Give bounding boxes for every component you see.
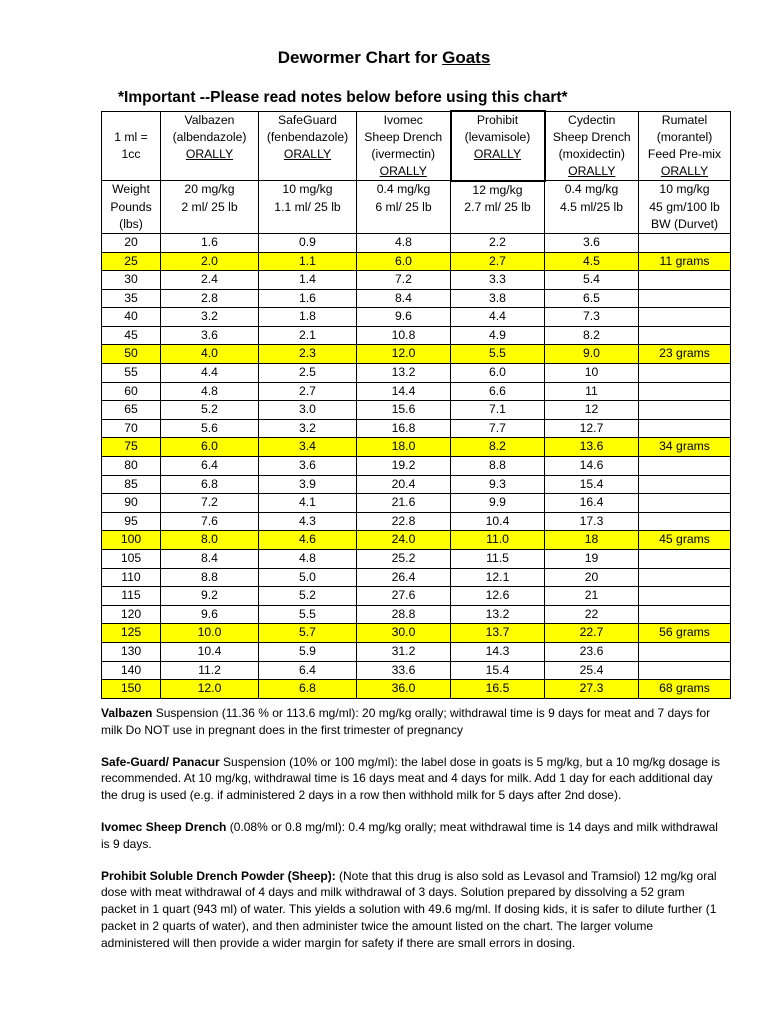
safeguard-cell: 2.3 [259,345,357,364]
cydectin-cell: 21 [545,587,639,606]
cydectin-cell: 12.7 [545,419,639,438]
dose-table-row [102,494,731,513]
safeguard-cell: 3.9 [259,475,357,494]
weight-cell: 50 [102,345,161,364]
rumatel-cell [639,550,731,569]
note-prohibit [101,868,721,952]
dose-line: 0.4 mg/kg [564,182,619,197]
drug-header-row [102,111,731,181]
rumatel-cell: 23 grams [639,345,731,364]
drug-line: Rumatel [661,112,708,127]
valbazen-cell: 3.2 [161,308,259,327]
unit-line: 1 ml = [114,129,148,144]
rumatel-cell [639,364,731,383]
cydectin-cell: 22 [545,605,639,624]
drug-line: Sheep Drench [364,129,443,144]
dose-table-row [102,345,731,364]
drug-line: SafeGuard [278,112,337,127]
ivomec-cell: 16.8 [357,419,451,438]
valbazen-cell: 5.2 [161,401,259,420]
valbazen-cell: 9.6 [161,605,259,624]
prohibit-cell: 3.8 [451,289,545,308]
safeguard-cell: 3.0 [259,401,357,420]
dose-table-row [102,568,731,587]
weight-cell: 45 [102,326,161,345]
note-drug-name: Valbazen [101,706,153,720]
cydectin-cell: 10 [545,364,639,383]
weight-cell: 150 [102,680,161,699]
rumatel-cell [639,401,731,420]
rumatel-cell [639,382,731,401]
prohibit-cell: 4.9 [451,326,545,345]
ivomec-cell: 21.6 [357,494,451,513]
valbazen-cell: 2.4 [161,271,259,290]
valbazen-cell: 2.8 [161,289,259,308]
ivomec-cell: 12.0 [357,345,451,364]
valbazen-cell: 6.0 [161,438,259,457]
note-valbazen [101,705,721,739]
dose-line: 10 mg/kg [659,182,710,197]
cydectin-cell: 22.7 [545,624,639,643]
weight-cell: 125 [102,624,161,643]
prohibit-cell: 9.9 [451,494,545,513]
weight-cell: 35 [102,289,161,308]
dose-table-row [102,419,731,438]
valbazen-cell: 7.6 [161,512,259,531]
valbazen-cell: 8.8 [161,568,259,587]
drug-line: (fenbendazole) [266,129,349,144]
drug-line: Feed Pre-mix [647,146,722,161]
prohibit-cell: 9.3 [451,475,545,494]
cydectin-cell: 3.6 [545,233,639,252]
cydectin-cell: 8.2 [545,326,639,345]
weight-cell: 90 [102,494,161,513]
valbazen-cell: 5.6 [161,419,259,438]
dose-line: 2 ml/ 25 lb [181,199,238,214]
cydectin-cell: 13.6 [545,438,639,457]
prohibit-cell: 13.7 [451,624,545,643]
drug-line: (albendazole) [172,129,247,144]
page-title [0,48,768,68]
valbazen-cell: 4.4 [161,364,259,383]
weight-cell: 75 [102,438,161,457]
rumatel-cell [639,568,731,587]
ivomec-cell: 25.2 [357,550,451,569]
rumatel-cell [639,271,731,290]
note-text: Suspension (11.36 % or 113.6 mg/ml): 20 mg/kg orally; withdrawal time is 9 days for meat and 7 days for milk Do NOT use in pregnant does in the first trimester of pregnancy [101,706,711,737]
ivomec-cell: 8.4 [357,289,451,308]
prohibit-cell: 11.5 [451,550,545,569]
dose-table-row [102,624,731,643]
prohibit-cell: 12.6 [451,587,545,606]
prohibit-dose-cell [451,181,545,234]
dose-line: 4.5 ml/25 lb [559,199,623,214]
ivomec-cell: 9.6 [357,308,451,327]
dose-table-row [102,605,731,624]
prohibit-cell: 7.1 [451,401,545,420]
dose-line: 6 ml/ 25 lb [375,199,432,214]
valbazen-cell: 9.2 [161,587,259,606]
dose-table-row [102,289,731,308]
prohibit-cell: 15.4 [451,661,545,680]
ivomec-cell: 30.0 [357,624,451,643]
dose-table-row [102,550,731,569]
safeguard-header-cell [259,111,357,181]
drug-line: Valbazen [184,112,235,127]
safeguard-cell: 2.7 [259,382,357,401]
weight-label-line: Pounds [110,199,152,214]
dose-table-row [102,308,731,327]
weight-cell: 60 [102,382,161,401]
ivomec-cell: 24.0 [357,531,451,550]
weight-cell: 100 [102,531,161,550]
weight-cell: 130 [102,642,161,661]
safeguard-cell: 6.8 [259,680,357,699]
cydectin-cell: 6.5 [545,289,639,308]
ivomec-cell: 22.8 [357,512,451,531]
note-text: (Note that this drug is also sold as Levasol and Tramsiol) 12 mg/kg oral dose with meat withdrawal of 4 days and milk withdrawal of 3 days. Solution prepared by dissolving a 52 gram packet in 1 quart (943 ml) of water. This yields a solution with 49.6 mg/ml. If dosing kids, it is safer to dilute further (1 packet in 2 quarts of water), and then administer twice the amount listed on the chart. The larger volume administered will then provide a wider margin for safety if there are small errors in dosing. [101,868,717,950]
rumatel-cell [639,661,731,680]
cydectin-cell: 14.6 [545,457,639,476]
cydectin-cell: 7.3 [545,308,639,327]
rumatel-cell [639,587,731,606]
rumatel-header-cell [639,111,731,181]
prohibit-cell: 3.3 [451,271,545,290]
valbazen-cell: 10.0 [161,624,259,643]
note-drug-name: Ivomec Sheep Drench [101,819,227,834]
safeguard-cell: 1.6 [259,289,357,308]
dose-rate-row [102,181,731,234]
ivomec-cell: 28.8 [357,605,451,624]
weight-cell: 25 [102,252,161,271]
weight-cell: 105 [102,550,161,569]
weight-cell: 120 [102,605,161,624]
rumatel-cell: 68 grams [639,680,731,699]
dose-table-row [102,512,731,531]
title-animal: Goats [442,48,491,67]
ivomec-cell: 33.6 [357,661,451,680]
prohibit-cell: 2.7 [451,252,545,271]
prohibit-cell: 8.8 [451,457,545,476]
ivomec-header-cell [357,111,451,181]
dose-table-row [102,364,731,383]
prohibit-cell: 13.2 [451,605,545,624]
ivomec-cell: 19.2 [357,457,451,476]
drug-line: (morantel) [656,129,713,144]
valbazen-cell: 1.6 [161,233,259,252]
dose-table-row [102,661,731,680]
cydectin-cell: 27.3 [545,680,639,699]
weight-cell: 85 [102,475,161,494]
weight-label-line: (lbs) [119,216,143,231]
prohibit-cell: 4.4 [451,308,545,327]
prohibit-cell: 8.2 [451,438,545,457]
dose-table-row [102,326,731,345]
prohibit-cell: 7.7 [451,419,545,438]
drug-line: Ivomec [383,112,423,127]
note-text: Suspension (10% or 100 mg/ml): the label dose in goats is 5 mg/kg, but a 10 mg/kg dosage is recommended. At 10 mg/kg, withdrawal time is 16 days meat and 4 days for milk. Add 1 day for each additional day the drug is used (e.g. if administered 2 days in a row then withhold milk for 5 days after 2nd dose). [101,754,720,803]
ivomec-cell: 7.2 [357,271,451,290]
valbazen-dose-cell [161,181,259,234]
note-drug-name: Prohibit Soluble Drench Powder (Sheep): [101,868,336,883]
prohibit-cell: 14.3 [451,642,545,661]
weight-cell: 80 [102,457,161,476]
weight-label-line: Weight [112,182,150,197]
dose-line: 12 mg/kg [472,182,523,197]
safeguard-cell: 5.7 [259,624,357,643]
rumatel-cell [639,233,731,252]
ivomec-cell: 20.4 [357,475,451,494]
valbazen-cell: 2.0 [161,252,259,271]
dose-line: 10 mg/kg [282,182,333,197]
valbazen-cell: 3.6 [161,326,259,345]
cydectin-cell: 25.4 [545,661,639,680]
safeguard-dose-cell [259,181,357,234]
route-label: ORALLY [185,146,234,161]
rumatel-cell [639,308,731,327]
weight-cell: 70 [102,419,161,438]
ivomec-cell: 31.2 [357,642,451,661]
dose-table-row [102,475,731,494]
safeguard-cell: 4.3 [259,512,357,531]
cydectin-cell: 4.5 [545,252,639,271]
weight-cell: 55 [102,364,161,383]
drug-line: Prohibit [476,113,519,127]
safeguard-cell: 5.2 [259,587,357,606]
weight-cell: 110 [102,568,161,587]
rumatel-cell: 34 grams [639,438,731,457]
weight-cell: 115 [102,587,161,606]
cydectin-cell: 19 [545,550,639,569]
safeguard-cell: 4.1 [259,494,357,513]
drug-line: (levamisole) [464,130,531,145]
unit-header-cell [102,111,161,181]
rumatel-cell [639,289,731,308]
route-label: ORALLY [283,146,332,161]
ivomec-cell: 15.6 [357,401,451,420]
cydectin-header-cell [545,111,639,181]
weight-label-cell [102,181,161,234]
ivomec-cell: 13.2 [357,364,451,383]
dose-table-row [102,642,731,661]
safeguard-cell: 4.8 [259,550,357,569]
weight-cell: 20 [102,233,161,252]
note-ivomec [101,819,721,853]
notes-section [101,705,721,967]
valbazen-cell: 4.0 [161,345,259,364]
route-label: ORALLY [568,164,616,179]
rumatel-cell: 45 grams [639,531,731,550]
valbazen-cell: 8.4 [161,550,259,569]
dose-line: BW (Durvet) [650,216,719,231]
weight-cell: 95 [102,512,161,531]
prohibit-cell: 6.6 [451,382,545,401]
route-label: ORALLY [473,147,522,162]
ivomec-cell: 27.6 [357,587,451,606]
drug-line: (ivermectin) [371,146,436,161]
ivomec-cell: 10.8 [357,326,451,345]
dose-table-row [102,457,731,476]
ivomec-cell: 26.4 [357,568,451,587]
rumatel-cell [639,475,731,494]
safeguard-cell: 3.6 [259,457,357,476]
safeguard-cell: 4.6 [259,531,357,550]
cydectin-cell: 9.0 [545,345,639,364]
cydectin-cell: 16.4 [545,494,639,513]
valbazen-cell: 11.2 [161,661,259,680]
safeguard-cell: 5.0 [259,568,357,587]
dose-line: 2.7 ml/ 25 lb [464,200,531,215]
route-label: ORALLY [660,164,709,179]
dose-table-row [102,531,731,550]
rumatel-dose-cell [639,181,731,234]
dose-table-row [102,587,731,606]
dose-line: 1.1 ml/ 25 lb [274,199,341,214]
safeguard-cell: 2.1 [259,326,357,345]
ivomec-cell: 14.4 [357,382,451,401]
safeguard-cell: 3.4 [259,438,357,457]
dewormer-table [101,110,731,699]
valbazen-cell: 4.8 [161,382,259,401]
valbazen-cell: 10.4 [161,642,259,661]
cydectin-cell: 20 [545,568,639,587]
cydectin-cell: 18 [545,531,639,550]
dose-line: 20 mg/kg [184,182,235,197]
safeguard-cell: 1.1 [259,252,357,271]
note-drug-name: Safe-Guard/ Panacur [101,754,220,769]
cydectin-cell: 11 [545,382,639,401]
rumatel-cell [639,512,731,531]
dose-line: 45 gm/100 lb [649,199,720,214]
route-label: ORALLY [379,164,427,179]
valbazen-header-cell [161,111,259,181]
valbazen-cell: 8.0 [161,531,259,550]
valbazen-cell: 6.8 [161,475,259,494]
weight-cell: 40 [102,308,161,327]
cydectin-cell: 15.4 [545,475,639,494]
rumatel-cell [639,326,731,345]
note-safeguard [101,754,721,804]
prohibit-header-cell [451,111,545,181]
dose-table-row [102,680,731,699]
safeguard-cell: 0.9 [259,233,357,252]
dose-table-row [102,401,731,420]
weight-cell: 65 [102,401,161,420]
dose-table-row [102,271,731,290]
valbazen-cell: 7.2 [161,494,259,513]
important-warning: *Important --Please read notes below before using this chart* [118,89,568,106]
dose-table-row [102,252,731,271]
ivomec-cell: 6.0 [357,252,451,271]
rumatel-cell: 56 grams [639,624,731,643]
safeguard-cell: 6.4 [259,661,357,680]
drug-line: Cydectin [568,112,616,127]
rumatel-cell [639,457,731,476]
dose-table-row [102,438,731,457]
prohibit-cell: 16.5 [451,680,545,699]
rumatel-cell [639,605,731,624]
rumatel-cell: 11 grams [639,252,731,271]
prohibit-cell: 5.5 [451,345,545,364]
prohibit-cell: 10.4 [451,512,545,531]
cydectin-cell: 23.6 [545,642,639,661]
safeguard-cell: 3.2 [259,419,357,438]
prohibit-cell: 6.0 [451,364,545,383]
title-prefix: Dewormer Chart for [277,48,443,67]
dose-line: 0.4 mg/kg [376,182,431,197]
prohibit-cell: 12.1 [451,568,545,587]
rumatel-cell [639,494,731,513]
cydectin-dose-cell [545,181,639,234]
valbazen-cell: 12.0 [161,680,259,699]
cydectin-cell: 5.4 [545,271,639,290]
rumatel-cell [639,419,731,438]
valbazen-cell: 6.4 [161,457,259,476]
cydectin-cell: 17.3 [545,512,639,531]
ivomec-dose-cell [357,181,451,234]
safeguard-cell: 5.5 [259,605,357,624]
drug-line: (moxidectin) [558,146,625,161]
drug-line: Sheep Drench [552,129,631,144]
safeguard-cell: 2.5 [259,364,357,383]
weight-cell: 140 [102,661,161,680]
prohibit-cell: 11.0 [451,531,545,550]
safeguard-cell: 5.9 [259,642,357,661]
unit-line: 1cc [121,146,141,161]
ivomec-cell: 18.0 [357,438,451,457]
cydectin-cell: 12 [545,401,639,420]
rumatel-cell [639,642,731,661]
safeguard-cell: 1.8 [259,308,357,327]
note-text: (0.08% or 0.8 mg/ml): 0.4 mg/kg orally; meat withdrawal time is 14 days and milk withdrawal is 9 days. [101,819,718,851]
safeguard-cell: 1.4 [259,271,357,290]
ivomec-cell: 36.0 [357,680,451,699]
prohibit-cell: 2.2 [451,233,545,252]
ivomec-cell: 4.8 [357,233,451,252]
dose-table-row [102,382,731,401]
dose-table-row [102,233,731,252]
weight-cell: 30 [102,271,161,290]
